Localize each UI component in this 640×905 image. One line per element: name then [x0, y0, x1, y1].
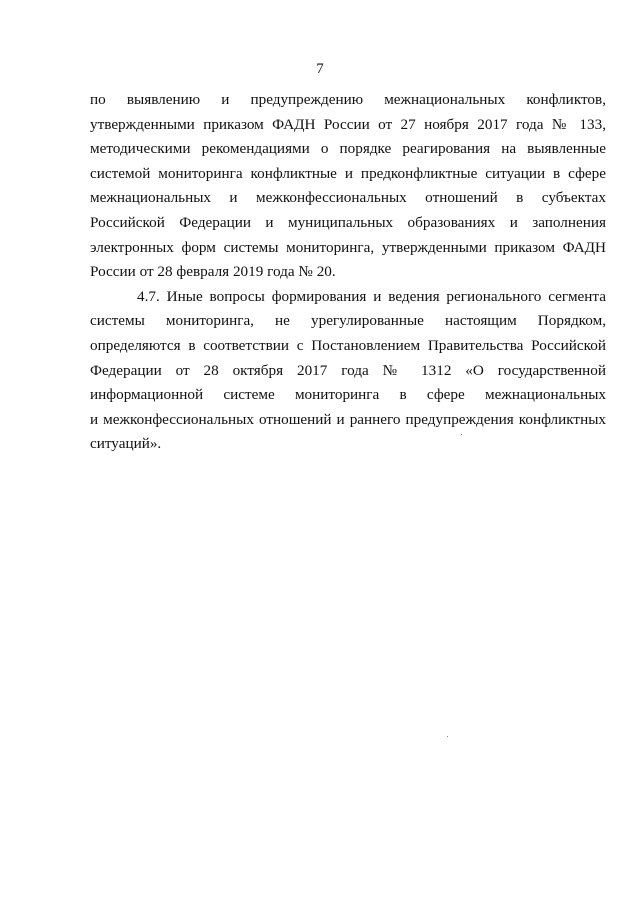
page-number: 7 [316, 61, 324, 77]
text-line: ситуаций». [90, 435, 162, 453]
text-line: утвержденными приказом ФАДН России от 27 ноября 2017 года № 133, [90, 115, 606, 133]
text-line: определяются в соответствии с Постановлением Правительства Российской [90, 336, 606, 354]
text-line: по выявлению и предупреждению межнациональных конфликтов, [90, 91, 606, 108]
text-line: информационной системе мониторинга в сфере межнациональных [90, 386, 606, 404]
text-line: Федерации от 28 октября 2017 года № 1312 «О государственной [90, 361, 606, 379]
text-line: системы мониторинга, не урегулированные настоящим Порядком, [90, 312, 606, 330]
text-line: Российской Федерации и муниципальных образованиях и заполнения [90, 213, 606, 231]
text-line: России от 28 февраля 2019 года № 20. [90, 263, 336, 281]
text-line: методическими рекомендациями о порядке реагирования на выявленные [90, 140, 606, 158]
text-line: межнациональных и межконфессиональных отношений в субъектах [90, 189, 606, 207]
text-line: электронных форм системы мониторинга, утвержденными приказом ФАДН [90, 238, 606, 256]
text-line: и межконфессиональных отношений и раннего предупреждения конфликтных [90, 410, 606, 428]
paragraph-first-line: 4.7. Иные вопросы формирования и ведения регионального сегмента [137, 287, 606, 305]
scan-speck [461, 434, 462, 435]
scan-speck [447, 736, 448, 737]
text-line: системой мониторинга конфликтные и предконфликтные ситуации в сфере [90, 164, 606, 182]
document-body [90, 88, 606, 457]
